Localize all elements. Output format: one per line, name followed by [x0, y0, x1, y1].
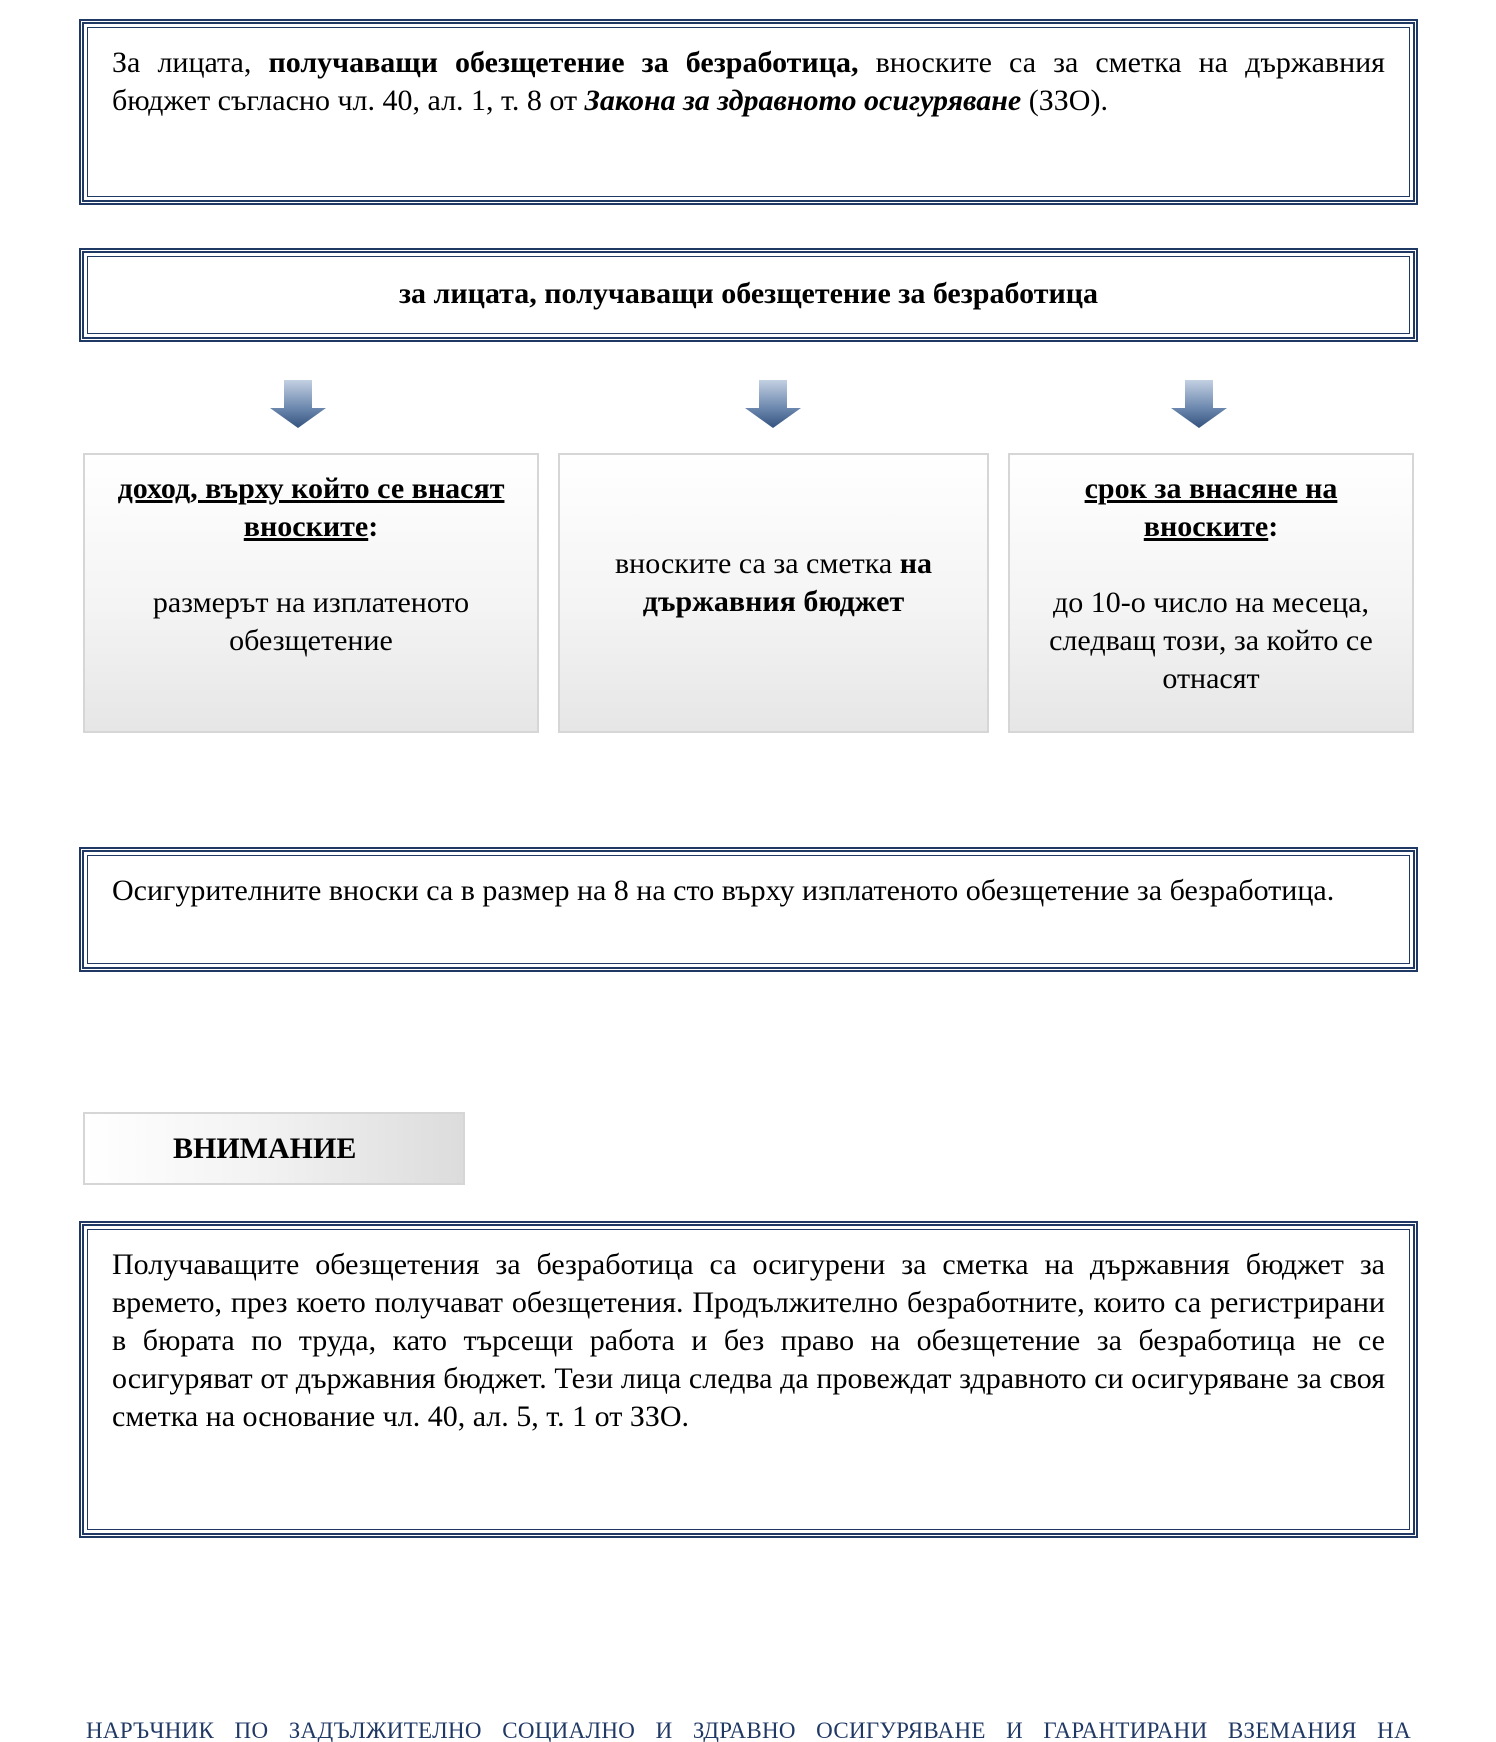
intro-text-3: вноските са за сметка на държавния бюджет съгласно чл. 40, ал. 1, т. 8 от: [112, 46, 1385, 117]
intro-text-1: За лицата,: [112, 46, 269, 79]
deadline-colon: :: [1268, 510, 1279, 543]
rate-text: Осигурителните вноски са в размер на 8 на сто върху изплатеното обезщетение за безработица.: [112, 874, 1335, 907]
arrow-down-icon: [1171, 380, 1227, 428]
payer-text-bold: на държавния бюджет: [642, 547, 932, 618]
attention-label: ВНИМАНИЕ: [173, 1132, 357, 1165]
payer-card: [558, 453, 989, 733]
deadline-heading: срок за внасяне на вноските: [1084, 472, 1338, 543]
intro-paragraph: [112, 44, 1385, 120]
income-text: размерът на изплатеното обезщетение: [152, 586, 470, 657]
intro-box: [79, 19, 1418, 205]
attention-banner: [83, 1112, 465, 1185]
payer-text: вноските са за сметка: [615, 547, 900, 580]
income-card: [83, 453, 539, 733]
page-footer: НАРЪЧНИК ПО ЗАДЪЛЖИТЕЛНО СОЦИАЛНО И ЗДРАВНО ОСИГУРЯВАНЕ И ГАРАНТИРАНИ ВЗЕМАНИЯ НА: [86, 1718, 1411, 1742]
deadline-card: [1008, 453, 1414, 733]
income-colon: :: [368, 510, 379, 543]
intro-text-bold: получаващи обезщетение за безработица,: [268, 46, 859, 79]
note-text: Получаващите обезщетения за безработица са осигурени за сметка на държавния бюджет за времето, през което получават обезщетения. Продължително безработните, които са регистрирани в бюрата по труда, като търсещи работа и без право на обезщетение за безработица не се осигуряват от държавния бюджет. Тези лица следва да провеждат здравното си осигуряване за своя сметка на основание чл. 40, ал. 5, т. 1 от ЗЗО.: [112, 1248, 1385, 1433]
arrow-down-icon: [270, 380, 326, 428]
arrow-down-icon: [745, 380, 801, 428]
intro-text-5: (ЗЗО).: [1021, 84, 1108, 117]
note-box: [79, 1221, 1418, 1538]
deadline-text: до 10-о число на месеца, следващ този, за който се отнасят: [1049, 586, 1373, 695]
income-heading: доход, върху който се внасят вноските: [117, 472, 505, 543]
category-title: за лицата, получаващи обезщетение за безработица: [398, 277, 1099, 310]
law-name: Закона за здравното осигуряване: [584, 84, 1022, 117]
category-box: [79, 248, 1418, 342]
rate-box: [79, 847, 1418, 972]
